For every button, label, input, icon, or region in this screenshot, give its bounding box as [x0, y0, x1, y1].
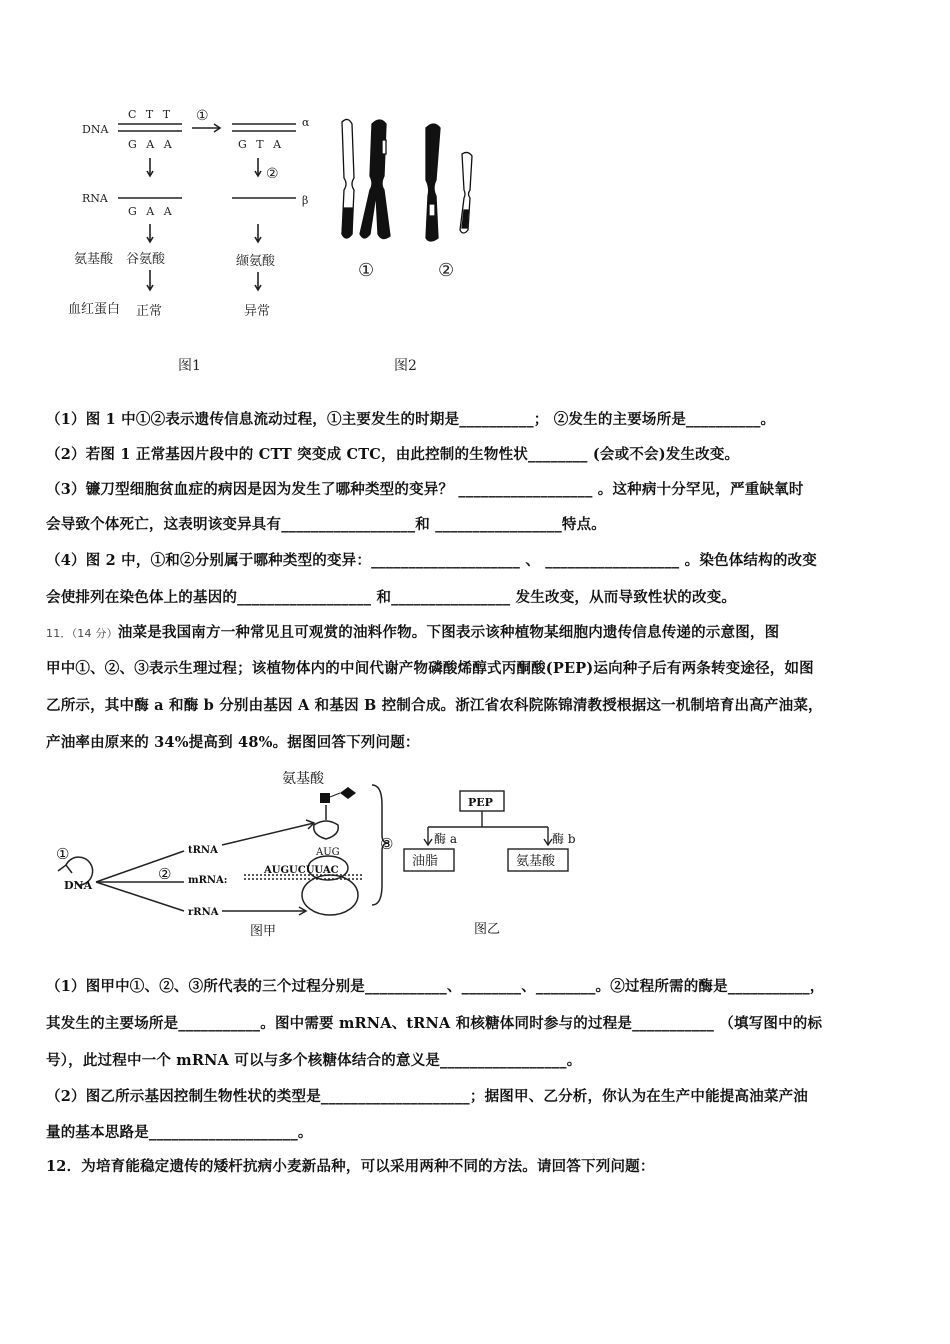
- jia-aug-label: AUG: [316, 847, 340, 858]
- jia-step2: ②: [158, 865, 172, 883]
- jia-seq-label: AUGUCUUAC: [264, 865, 339, 876]
- yi-fat: 油脂: [412, 854, 439, 869]
- q10-line-1: （1）图 1 中①②表示遗传信息流动过程，①主要发生的时期是__________； ②发生的主要场所是__________。: [46, 411, 776, 428]
- mutant-amino: 缬氨酸: [236, 254, 276, 269]
- q10-line-4: 会导致个体死亡，这表明该变异具有__________________和 _________________特点。: [46, 516, 606, 533]
- jia-caption: 图甲: [250, 924, 277, 939]
- yi-enzyme-a: 酶 a: [434, 832, 457, 846]
- figure2-label-1: ①: [358, 260, 375, 281]
- q10-line-5: （4）图 2 中，①和②分别属于哪种类型的变异：____________________ 、 __________________ 。染色体结构的改变: [46, 552, 817, 569]
- q11-part1-line-2: 其发生的主要场所是___________。图中需要 mRNA、tRNA 和核糖体同时参与的过程是___________ （填写图中的标: [46, 1015, 823, 1032]
- normal-result: 正常: [136, 304, 163, 319]
- q10-line-6: 会使排列在染色体上的基因的__________________ 和________________ 发生改变，从而导致性状的改变。: [46, 589, 737, 606]
- q11-line-1-text: 油菜是我国南方一种常见且可观赏的油料作物。下图表示该种植物某细胞内遗传信息传递的示意图，图: [117, 624, 780, 641]
- jia-dna-label: DNA: [64, 879, 93, 892]
- jia-trna2-label: rRNA: [188, 907, 219, 918]
- dna-label: DNA: [82, 123, 109, 136]
- jia-amino-label: 氨基酸: [282, 771, 324, 787]
- yi-enzyme-b: 酶 b: [552, 832, 576, 846]
- figure2-label-2: ②: [438, 260, 455, 281]
- figure1-caption: 图1: [178, 358, 201, 374]
- yi-pep: PEP: [468, 796, 493, 809]
- rna-label: RNA: [82, 192, 108, 205]
- q11-line-1: [46, 623, 906, 644]
- q11-part1-line-1: （1）图甲中①、②、③所代表的三个过程分别是___________、________、________。②过程所需的酶是___________，: [46, 978, 825, 995]
- dna-top-seq: C T T: [128, 108, 174, 121]
- q11-part2-line-2: 量的基本思路是____________________。: [46, 1124, 313, 1141]
- q11-number: 11．（14 分）: [46, 627, 118, 640]
- q10-line-2: （2）若图 1 正常基因片段中的 CTT 突变成 CTC，由此控制的生物性状________ (会或不会)发生改变。: [46, 446, 740, 463]
- q11-line-2: 甲中①、②、③表示生理过程；该植物体内的中间代谢产物磷酸烯醇式丙酮酸(PEP)运向种子后有两条转变途径，如图: [46, 660, 814, 677]
- alpha-label: α: [302, 116, 310, 129]
- dna-bottom-seq: G A A: [128, 138, 175, 151]
- abnormal-result: 异常: [244, 304, 271, 319]
- figure-yi: [398, 785, 588, 945]
- figure-jia: [44, 765, 394, 945]
- step2-label: ②: [266, 166, 279, 182]
- hemoglobin-label: 血红蛋白: [68, 302, 121, 317]
- amino-acid-label: 氨基酸: [74, 252, 114, 267]
- mutant-bottom-seq: G T A: [238, 138, 285, 151]
- jia-mrna-label: mRNA:: [188, 875, 228, 886]
- q10-line-3: （3）镰刀型细胞贫血症的病因是因为发生了哪种类型的变异？ __________________ 。这种病十分罕见，严重缺氧时: [46, 481, 804, 498]
- yi-caption: 图乙: [474, 922, 501, 937]
- figure2-caption: 图2: [394, 358, 417, 374]
- normal-amino: 谷氨酸: [126, 252, 166, 267]
- q11-line-3: 乙所示，其中酶 a 和酶 b 分别由基因 A 和基因 B 控制合成。浙江省农科院陈锦清教授根据这一机制培育出高产油菜，: [46, 697, 823, 714]
- figure-1: [60, 100, 330, 385]
- step1-label: ①: [196, 108, 209, 124]
- jia-step3: ③: [380, 835, 394, 853]
- q12-line-1: 12．为培育能稳定遗传的矮杆抗病小麦新品种，可以采用两种不同的方法。请回答下列问题：: [46, 1158, 655, 1175]
- figure-2: [330, 110, 500, 385]
- yi-amino: 氨基酸: [516, 854, 556, 869]
- q11-part1-line-3: 号），此过程中一个 mRNA 可以与多个核糖体结合的意义是_________________。: [46, 1052, 582, 1069]
- q11-part2-line-1: （2）图乙所示基因控制生物性状的类型是____________________；据图甲、乙分析，你认为在生产中能提高油菜产油: [46, 1088, 808, 1105]
- beta-label: β: [302, 194, 309, 207]
- jia-step1: ①: [56, 845, 70, 863]
- rna-seq: G A A: [128, 205, 175, 218]
- jia-trna1-label: tRNA: [188, 845, 218, 856]
- q11-line-4: 产油率由原来的 34%提高到 48%。据图回答下列问题：: [46, 734, 420, 751]
